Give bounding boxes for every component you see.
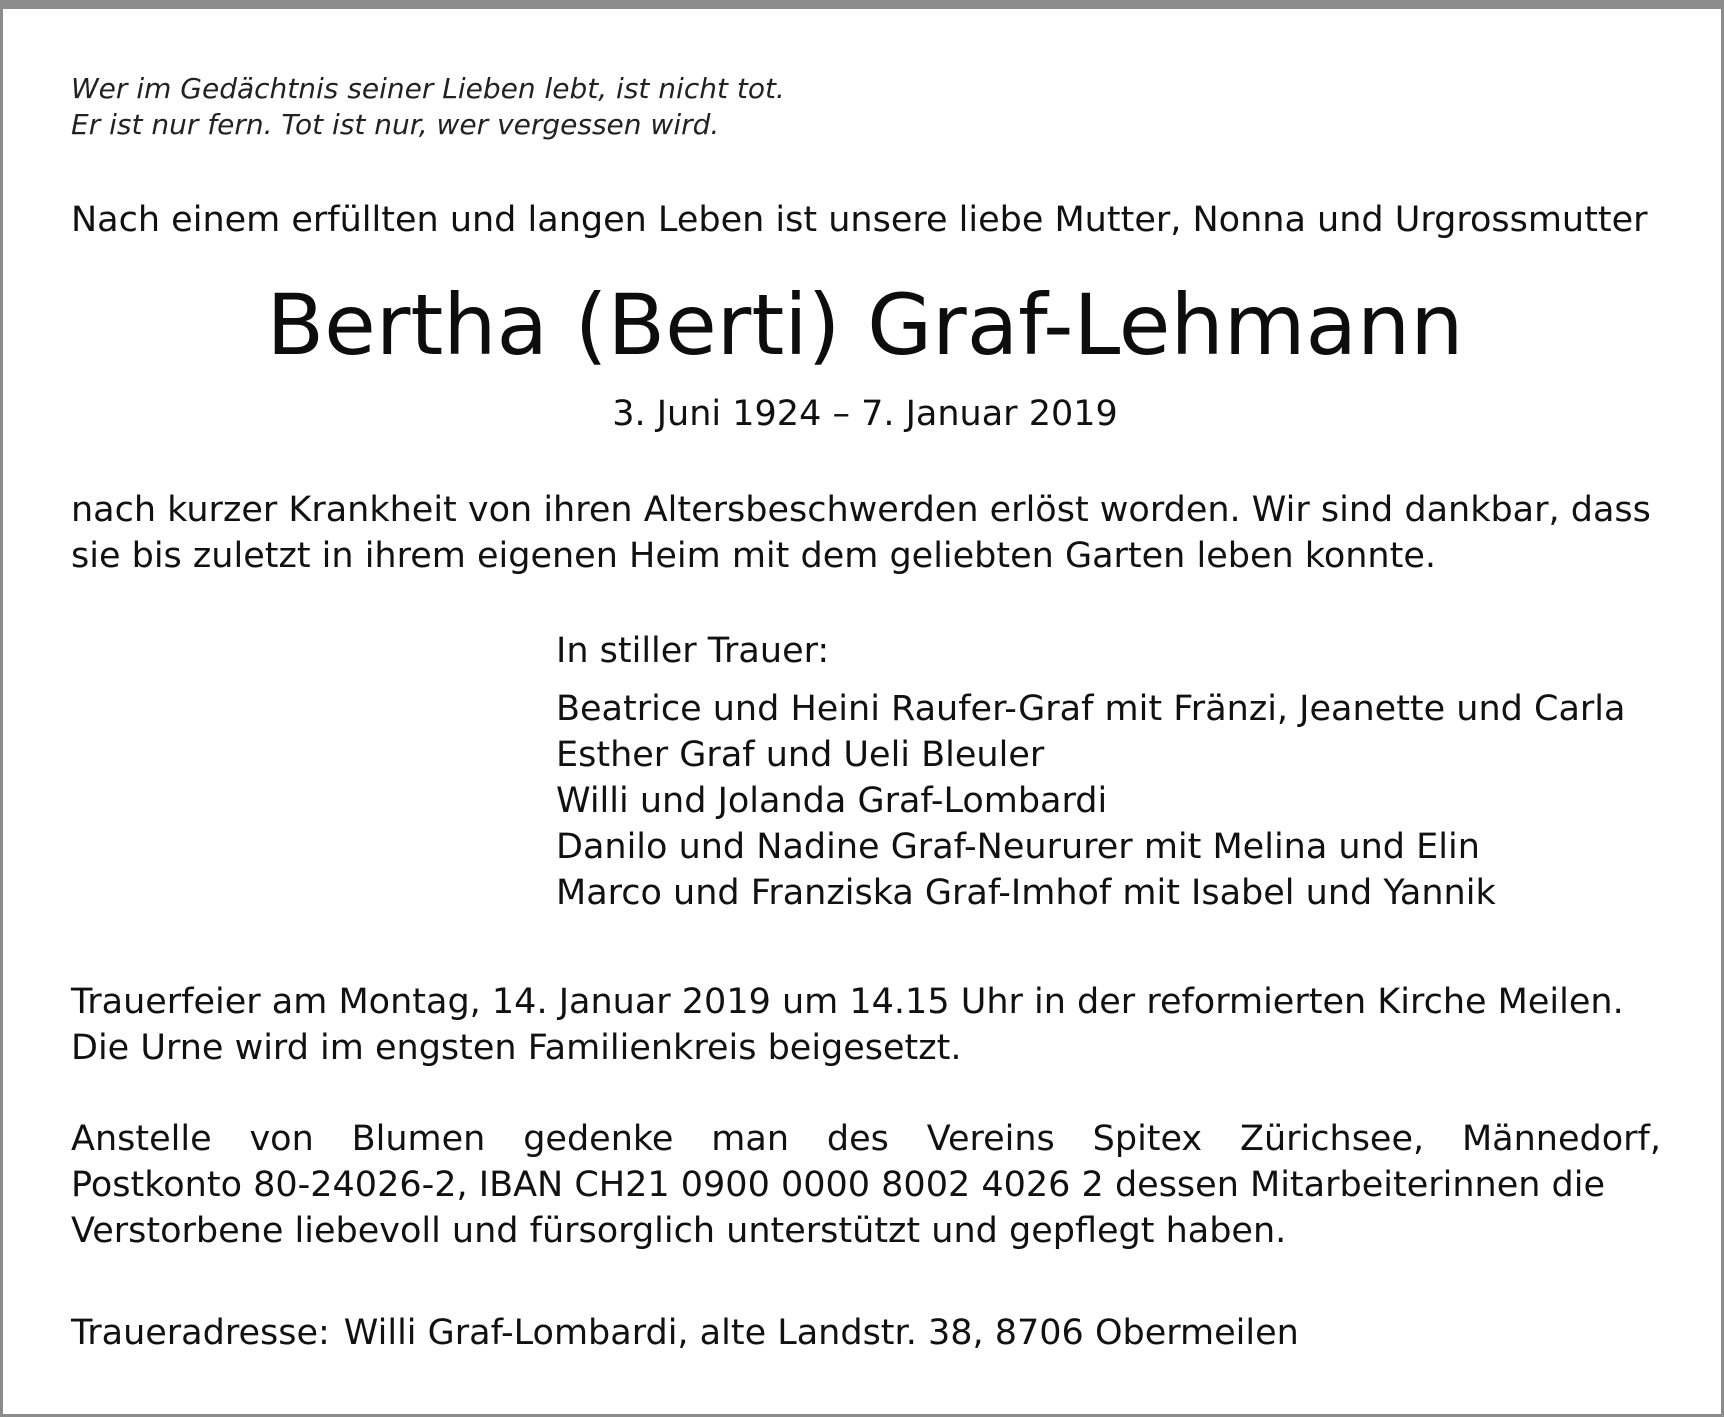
address-value: Willi Graf-Lombardi, alte Landstr. 38, 8706 Obermeilen: [343, 1313, 1299, 1353]
donation-line-3: Verstorbene liebevoll und fürsorglich unterstützt und gepflegt haben.: [71, 1211, 1287, 1251]
service-paragraph: [71, 979, 1661, 1071]
quote-line-2: Er ist nur fern. Tot ist nur, wer vergessen wird.: [71, 108, 720, 141]
mourning-address: [71, 1310, 1299, 1356]
mourner-entry: Beatrice und Heini Raufer-Graf mit Fränzi, Jeanette und Carla: [556, 689, 1626, 729]
donation-paragraph: [71, 1116, 1661, 1254]
donation-line-2: Postkonto 80-24026-2, IBAN CH21 0900 0000 8002 4026 2 dessen Mitarbeiterinnen die: [71, 1165, 1606, 1205]
intro-text: Nach einem erfüllten und langen Leben ist unsere liebe Mutter, Nonna und Urgrossmutter: [71, 200, 1648, 240]
mourner-entry: Esther Graf und Ueli Bleuler: [556, 735, 1045, 775]
address-label: Traueradresse:: [71, 1313, 330, 1353]
mourner-entry: Willi und Jolanda Graf-Lombardi: [556, 781, 1108, 821]
mourners-section: [556, 628, 1625, 916]
mourners-list: [556, 686, 1625, 916]
mourner-entry: Danilo und Nadine Graf-Neururer mit Melina und Elin: [556, 827, 1480, 867]
deceased-name: Bertha (Berti) Graf-Lehmann: [266, 276, 1464, 374]
service-line-2: Die Urne wird im engsten Familienkreis beigesetzt.: [71, 1028, 962, 1068]
mourner-entry: Marco und Franziska Graf-Imhof mit Isabel und Yannik: [556, 873, 1496, 913]
announcement-paragraph: [71, 487, 1661, 579]
announcement-line-1: nach kurzer Krankheit von ihren Altersbeschwerden erlöst worden. Wir sind dankbar, dass: [71, 490, 1651, 530]
announcement-line-2: sie bis zuletzt in ihrem eigenen Heim mit dem geliebten Garten leben konnte.: [71, 536, 1436, 576]
life-dates: 3. Juni 1924 – 7. Januar 2019: [612, 394, 1118, 434]
service-line-1: Trauerfeier am Montag, 14. Januar 2019 um 14.15 Uhr in der reformierten Kirche Meilen.: [71, 982, 1624, 1022]
memorial-quote: [71, 71, 785, 143]
mourners-heading: In stiller Trauer:: [556, 631, 830, 671]
donation-line-1: Anstelle von Blumen gedenke man des Vereins Spitex Zürichsee, Männedorf,: [71, 1119, 1661, 1159]
quote-line-1: Wer im Gedächtnis seiner Lieben lebt, ist nicht tot.: [71, 72, 785, 105]
